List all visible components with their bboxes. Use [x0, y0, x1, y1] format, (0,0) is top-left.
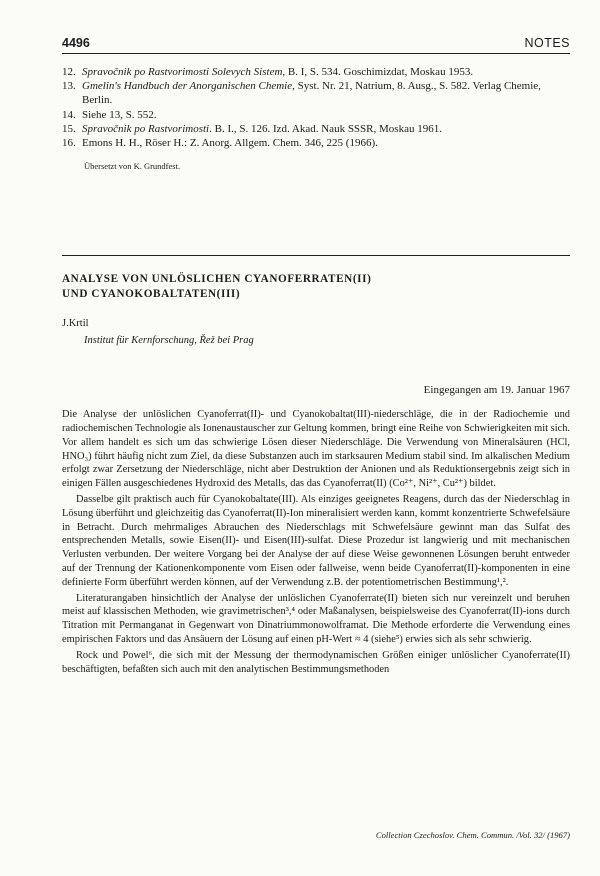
- journal-footer: [62, 830, 570, 840]
- reference-text: [82, 79, 570, 107]
- body-paragraph: Literaturangaben hinsichtlich der Analyse der unlöslichen Cyanoferrate(II) bieten sich nur vereinzelt und beruhen meist auf klassischen Methoden, wie gravimetrischen³,⁴ oder Maßanalysen, beispielsweise des Cyanoferrat(II)-ions durch Titration mit Permanganat in Gegenwart von Dinatriummonowolframat. Die Methode erforderte die Verwendung eines empirischen Faktors und das Ansäuern der Lösung auf einen pH-Wert ≈ 4 (siehe⁵) erwies sich als sehr schwierig.: [62, 592, 570, 645]
- reference-title: Spravočnik po Rastvorimosti Solevych Sistem: [82, 66, 283, 78]
- reference-detail: , B. I, S. 534. Goschimizdat, Moskau 1953.: [282, 66, 474, 78]
- reference-item: [62, 122, 570, 136]
- reference-item: [62, 65, 570, 79]
- reference-number: 15.: [62, 122, 76, 135]
- reference-title: Spravočnik po Rastvorimosti: [82, 122, 210, 135]
- reference-number: 16.: [62, 137, 76, 150]
- page-number: 4496: [62, 36, 90, 50]
- reference-detail: Emons H. H., Röser H.: Z. Anorg. Allgem. Chem. 346, 225 (1966).: [82, 137, 378, 150]
- reference-detail: . B. I., S. 126. Izd. Akad. Nauk SSSR, Moskau 1961.: [209, 122, 442, 135]
- reference-item: [62, 79, 570, 107]
- reference-item: [62, 108, 570, 122]
- translator-note: Übersetzt von K. Grundfest.: [84, 161, 181, 172]
- article-title-line: ANALYSE VON UNLÖSLICHEN CYANOFERRATEN(II): [62, 273, 372, 286]
- reference-text: [82, 65, 570, 79]
- received-date: Eingegangen am 19. Januar 1967: [423, 384, 570, 397]
- running-header: [62, 36, 570, 50]
- reference-list: [62, 65, 570, 150]
- reference-title: Gmelin's Handbuch der Anorganischen Chemie: [82, 80, 293, 93]
- reference-text: [82, 122, 570, 136]
- reference-item: [62, 136, 570, 150]
- article-title-line: UND CYANOKOBALTATEN(III): [62, 288, 241, 301]
- section-label: NOTES: [524, 36, 570, 50]
- reference-number: 13.: [62, 80, 76, 93]
- reference-detail: Siehe 13, S. 552.: [82, 108, 157, 121]
- article-title: [62, 272, 570, 302]
- reference-detail: , Syst. Nr. 21, Natrium, 8. Ausg., S. 582. Verlag Chemie, Berlin.: [82, 80, 541, 107]
- author: J.Krtil: [62, 318, 89, 330]
- institute: Institut für Kernforschung, Řež bei Prag: [84, 335, 254, 347]
- reference-text: [82, 136, 570, 150]
- reference-number: 14.: [62, 108, 76, 121]
- body-paragraph: Dasselbe gilt praktisch auch für Cyanokobaltate(III). Als einziges geeignetes Reagens, durch das der Niederschlag in Lösung überführt und gleichzeitig das Cyanoferrat(II)-Ion mineralisiert werden kann, kommt konzentrierte Schwefelsäure in Betracht. Durch mehrmaliges Abrauchen des Niederschlags mit Schwefelsäure gewinnt man das Sulfat des entsprechenden Metalls, sowie Eisen(II)- und Eisen(III)-sulfat. Diese Prozedur ist langwierig und mit mechanischen Verlusten verbunden. Der weitere Vorgang bei der Analyse der auf diese Weise gewonnenen Lösungen beruht entweder auf der Trennung der Kationenkomponente vom Eisen oder fallweise, wenn beide Cyanoferrat(II)-komponenten in eine definierte Form überführt werden können, auf der Verwendung z.B. der potentiometrischen Bestimmung¹,².: [62, 494, 570, 588]
- header-rule: [62, 53, 570, 54]
- body-paragraph: Rock und Powel⁶, die sich mit der Messung der thermodynamischen Größen einiger unlöslicher Cyanoferrate(II) beschäftigten, befaßten sich auch mit den analytischen Bestimmungsmethoden: [62, 649, 570, 675]
- reference-text: [82, 108, 570, 122]
- page: [62, 36, 570, 678]
- journal-citation: Collection Czechoslov. Chem. Commun. /Vol. 32/ (1967): [375, 830, 570, 840]
- article-body: [62, 408, 570, 676]
- reference-number: 12.: [62, 66, 76, 78]
- body-paragraph: Die Analyse der unlöslichen Cyanoferrat(II)- und Cyanokobaltat(III)-niederschläge, die in der Radiochemie und radiochemischen Technologie als Ionenaustauscher zur Geltung kommen, bringt eine Reihe von Schwierigkeiten mit sich. Vor allem handelt es sich um das schwierige Lösen dieser Niederschläge. Die Verwendung von Mineralsäuren (HCl, HNO₃) führt häufig nicht zum Ziel, da diese Substanzen auch im starksauren Medium stabil sind. Im alkalischen Medium erfolgt zwar Zersetzung der Niederschläge, nicht aber Destruktion der Anionen und als Reduktionsergebnis zeigt sich in einigen Fällen ausgeschiedenes Hydroxid des Metalls, das das Cyanoferrat(II) (Co²⁺, Ni²⁺, Cu²⁺) bildet.: [62, 409, 570, 490]
- section-rule: [62, 255, 570, 256]
